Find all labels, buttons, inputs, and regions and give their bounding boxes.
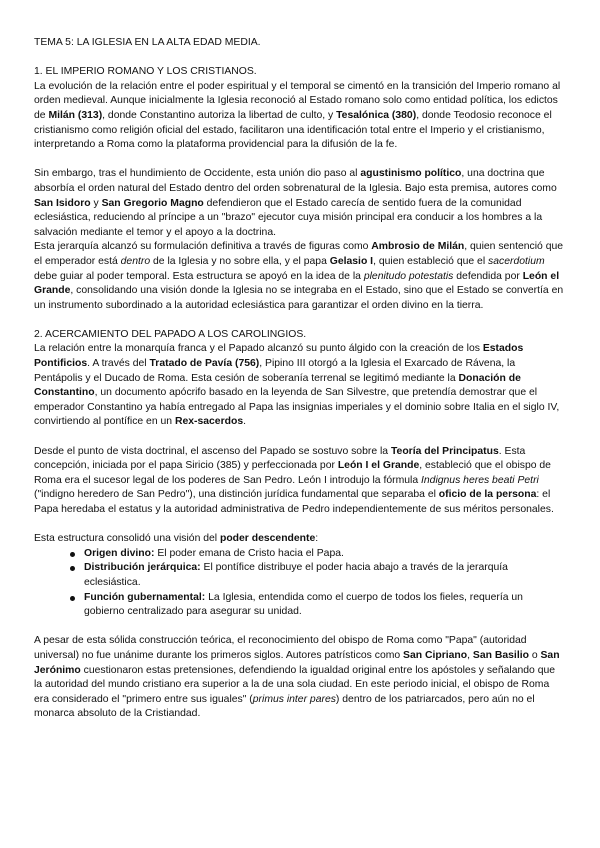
list-item: Distribución jerárquica: El pontífice distribuye el poder hacia abajo a través de la jerarquía eclesiástica. [84, 561, 566, 590]
document-title: TEMA 5: LA IGLESIA EN LA ALTA EDAD MEDIA. [34, 37, 261, 48]
section2-paragraph-1: La relación entre la monarquía franca y el Papado alcanzó su punto álgido con la creación de los Estados Pontificios. A través del Tratado de Pavía (756), Pipino III otorgó a la Iglesia el Exarcado de Rávena, la Pentápolis y el Ducado de Roma. Esta cesión de soberanía terrenal se legitimó mediante la Donación de Constantino, un documento apócrifo basado en la leyenda de San Silvestre, que pretendía demostrar que el emperador Constantino ya había entregado al Papa las insignias imperiales y el dominio sobre Italia en el siglo IV, convirtiendo al pontífice en un Rex-sacerdos. [34, 343, 560, 428]
list-item: Función gubernamental: La Iglesia, entendida como el cuerpo de todos los fieles, requería un gobierno centralizado para asegurar su unidad. [84, 591, 566, 620]
section2-paragraph-2: Desde el punto de vista doctrinal, el ascenso del Papado se sostuvo sobre la Teoría del Principatus. Esta concepción, iniciada por el papa Siricio (385) y perfeccionada por León I el Grande, estableció que el obispo de Roma era el sucesor legal de los poderes de San Pedro. León I introdujo la fórmula Indignus heres beati Petri ("indigno heredero de San Pedro"), una distinción jurídica fundamental que separaba el oficio de la persona: el Papa heredaba el estatus y la autoridad administrativa de Pedro independientemente de sus méritos personales. [34, 445, 554, 515]
section2-paragraph-4: A pesar de esta sólida construcción teórica, el reconocimiento del obispo de Roma como "Papa" (autoridad universal) no fue unánime durante los primeros siglos. Autores patrísticos como San Cipriano, San Basilio o San Jerónimo cuestionaron estas pretensiones, defendiendo la igualdad original entre los apóstoles y señalando que la autoridad del mundo cristiano era superior a la de una sola ciudad. En este periodo inicial, el obispo de Roma era considerado el "primero entre sus iguales" (primus inter pares) dentro de los patriarcados, pero aún no el monarca absoluto de la Cristiandad. [34, 635, 560, 720]
section1-heading: 1. EL IMPERIO ROMANO Y LOS CRISTIANOS. [34, 66, 257, 78]
section2-paragraph-3: Esta estructura consolidó una visión del poder descendente: [34, 533, 319, 545]
section1-paragraph-2: Sin embargo, tras el hundimiento de Occidente, esta unión dio paso al agustinismo político, una doctrina que absorbía el orden natural del Estado dentro del orden sobrenatural de la Iglesia. Bajo esta premisa, autores como San Isidoro y San Gregorio Magno defendieron que el Estado carecía de sentido fuera de la comunidad eclesiástica, reduciendo al príncipe a un "brazo" ejecutor cuya misión principal era conducir a los hombres a la salvación mediante el temor y el apoyo a la doctrina. [34, 168, 557, 238]
section2-heading: 2. ACERCAMIENTO DEL PAPADO A LOS CAROLINGIOS. [34, 328, 307, 340]
section1-paragraph-1: La evolución de la relación entre el poder espiritual y el temporal se cimentó en la transición del Imperio romano al orden medieval. Aunque inicialmente la Iglesia reconoció al Estado romano solo como entidad política, los edictos de Milán (313), donde Constantino autoriza la libertad de culto, y Tesalónica (380), donde Teodosio reconoce el cristianismo como religión oficial del estado, facilitaron una identificación total entre el Imperio y el cristianismo, interpretando a Roma como la plataforma providencial para la difusión de la fe. [34, 80, 561, 151]
power-list [34, 547, 566, 620]
list-item: Origen divino: El poder emana de Cristo hacia el Papa. [84, 547, 566, 562]
section1-paragraph-3: Esta jerarquía alcanzó su formulación definitiva a través de figuras como Ambrosio de Milán, quien sentenció que el emperador está dentro de la Iglesia y no sobre ella, y el papa Gelasio I, quien estableció que el sacerdotium debe guiar al poder temporal. Esta estructura se apoyó en la idea de la plenitudo potestatis defendida por León el Grande, consolidando una visión donde la Iglesia no se integraba en el Estado, sino que el Estado se convertía en un instrumento subordinado a la autoridad eclesiástica para garantizar el orden divino en la tierra. [34, 241, 564, 311]
